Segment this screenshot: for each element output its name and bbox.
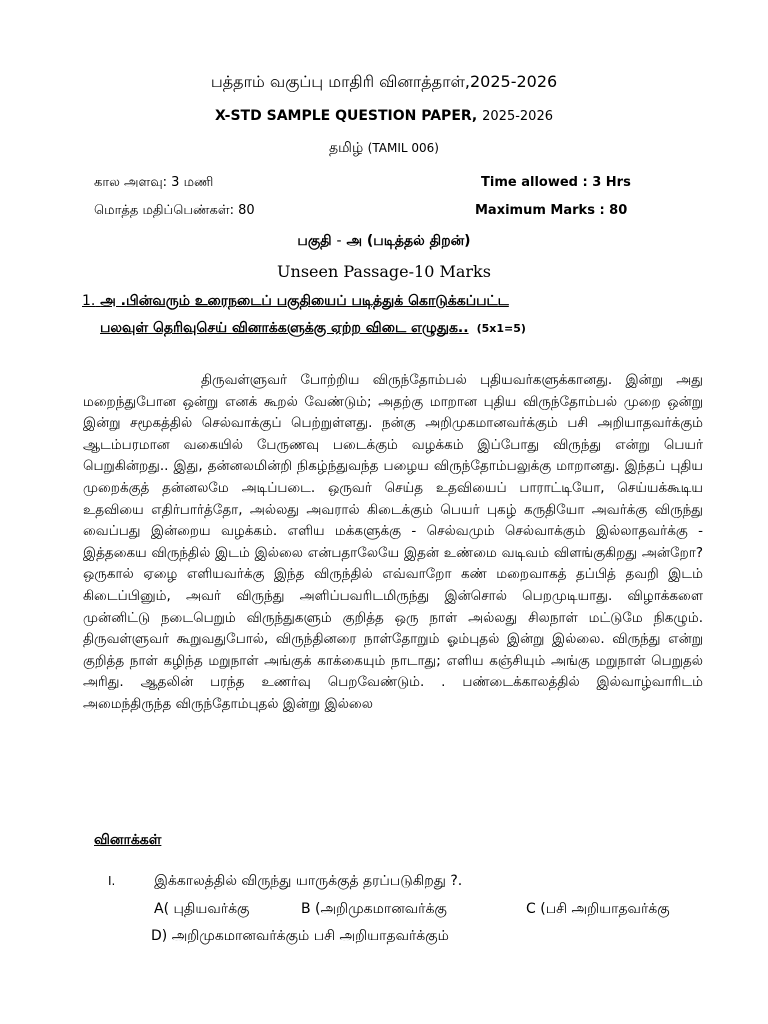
question-1-text-1: அ .பின்வரும் உரைநடைப் பகுதியைப் படித்துக் கொடுக்கப்பட்ட [100,293,509,309]
time-english-text: Time allowed : 3 Hrs [481,175,631,190]
question-1-line-2 [100,320,526,338]
question-i-text: இக்காலத்தில் விருந்து யாருக்குத் தரப்படுகிறது ?. [154,873,463,889]
paper-title-english [0,108,768,124]
section-subtitle: Unseen Passage-10 Marks [277,262,491,281]
section-title-suffix: அ (படித்தல் திறன்) [346,233,471,249]
questions-heading: வினாக்கள் [94,832,162,848]
option-c: C (பசி அறியாதவர்க்கு [526,901,670,917]
option-d: D) அறிமுகமானவர்க்கும் பசி அறியாதவர்க்கும் [151,928,449,944]
question-i-numeral: I. [108,874,116,888]
option-a: A( புதியவர்க்கு [154,901,250,917]
paper-title-tamil: பத்தாம் வகுப்பு மாதிரி வினாத்தாள்,2025-2026 [210,72,558,91]
section-title [0,233,768,251]
question-1-text-2: பலவுள் தெரிவுசெய் வினாக்களுக்கு ஏற்ற விடை எழுதுக.. [100,320,469,336]
subject-line [0,140,768,158]
unseen-passage: திருவள்ளுவர் போற்றிய விருந்தோம்பல் புதியவர்களுக்கானது. இன்று அது மறைந்துபோன ஒன்று எனக் கூறல் வேண்டும்; அதற்கு மாறான புதிய விருந்தோம்பல் முறை ஒன்று இன்று சமூகத்தில் செல்வாக்குப் பெற்றுள்ளது. நன்கு அறிமுகமானவர்க்கும் பசி அறியாதவர்க்கும் ஆடம்பரமான வகையில் பேருணவு படைக்கும் வழக்கம் இப்போது விருந்து என்று பெயர் பெறுகின்றது.. இது, தன்னலமின்றி நிகழ்ந்துவந்த பழைய விருந்தோம்பலுக்கு மாறானது. இந்தப் புதிய முறைக்குத் தன்னலமே அடிப்படை. ஒருவர் செய்த உதவியைப் பாராட்டியோ, செய்யக்கூடிய உதவியை எதிர்பார்த்தோ, அல்லது அவரால் கிடைக்கும் பெயர் புகழ் கருதியோ அவர்க்கு விருந்து வைப்பது இன்றைய வழக்கம். எளிய மக்களுக்கு - செல்வமும் செல்வாக்கும் இல்லாதவர்க்கு - இத்தகைய விருந்தில் இடம் இல்லை என்பதாலேயே இதன் உண்மை வடிவம் விளங்குகிறது அன்றோ? ஒருகால் ஏழை எளியவர்க்கு இந்த விருந்தில் எவ்வாறோ கண் மறைவாகத் தப்பித் தவறி இடம் கிடைப்பினும், அவர் விருந்து அளிப்பவரிடமிருந்து இன்சொல் பெறமுடியாது. விழாக்களை முன்னிட்டு நடைபெறும் விருந்துகளும் குறித்த ஒரு நாள் அல்லது சிலநாள் மட்டுமே நிகழும். திருவள்ளுவர் கூறுவதுபோல், விருந்தினரை நாள்தோறும் ஓம்புதல் இன்று இல்லை. விருந்து என்று குறித்த நாள் கழிந்த மறுநாள் அங்குக் காக்கையும் நாடாது; எளிய கஞ்சியும் அங்கு மறுநாள் பெறுதல் அரிது. ஆதலின் பரந்த உணர்வு பெறவேண்டும். . பண்டைக்காலத்தில் இல்வாழ்வாரிடம் அமைந்திருந்த விருந்தோம்புதல் இன்று இல்லை [83,372,703,712]
question-1-number: 1. [82,293,96,309]
marks-tamil: மொத்த மதிப்பெண்கள்: 80 [94,203,255,218]
question-i [108,873,462,891]
section-title-prefix: பகுதி [297,233,332,249]
time-tamil: கால அளவு: 3 மணி [94,175,214,190]
subject-tamil: தமிழ் [329,140,364,156]
time-english [481,175,631,190]
paper-title-english-text: X-STD SAMPLE QUESTION PAPER, [215,108,478,124]
section-title-dash: - [336,233,342,249]
option-b: B (அறிமுகமானவர்க்கு [301,901,447,917]
marks-english-text: Maximum Marks : 80 [475,203,628,218]
subject-code: (TAMIL 006) [367,141,439,155]
question-1-line-1 [82,293,509,311]
question-1-marks: (5x1=5) [476,322,526,335]
marks-english [475,203,627,218]
paper-title-year: 2025-2026 [482,109,553,124]
